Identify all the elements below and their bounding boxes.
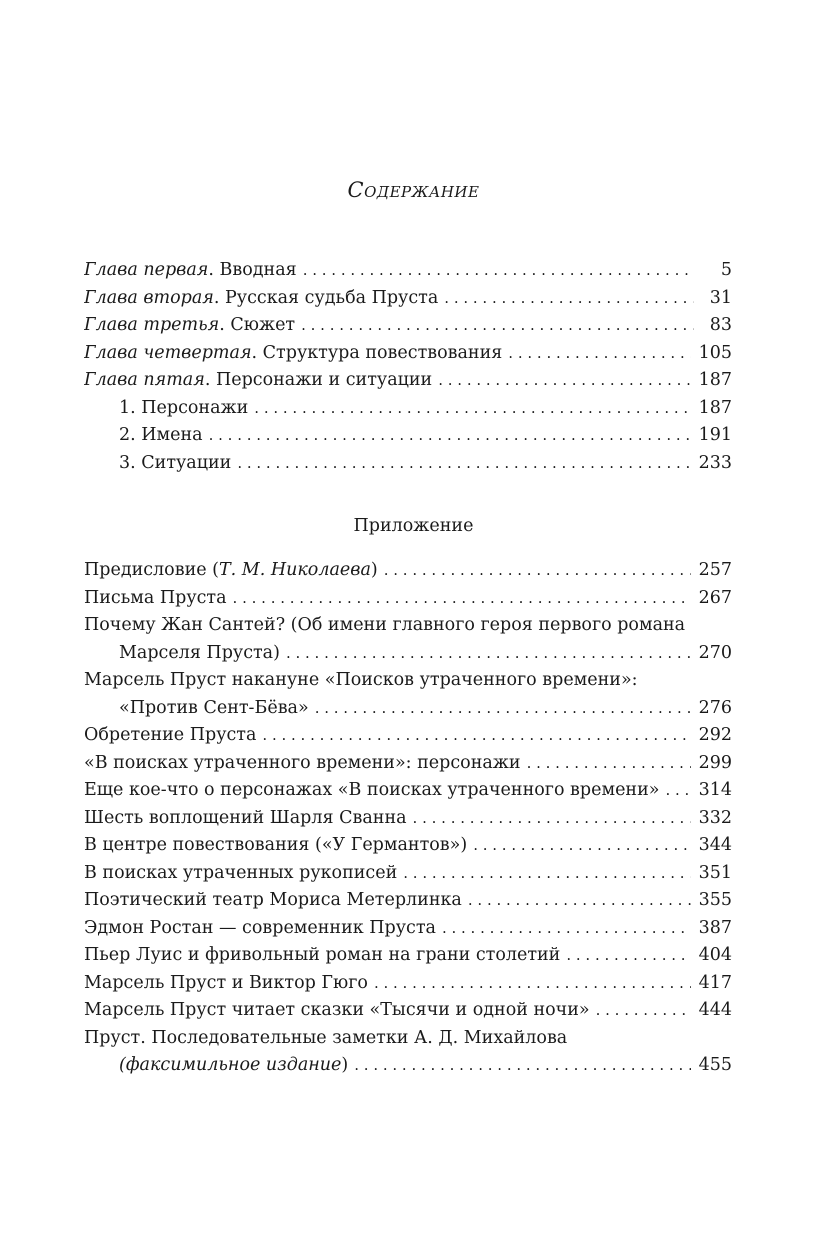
dot-leader	[233, 585, 691, 613]
chapter-label: Глава третья	[84, 315, 220, 335]
page-number: 355	[698, 890, 732, 910]
page-number: 105	[698, 342, 732, 363]
entry-title: Марсель Пруст и Виктор Гюго	[84, 972, 368, 993]
page-number: 187	[698, 397, 732, 418]
entry-title-line: Почему Жан Сантей? (Об имени главного героя первого романа	[84, 615, 686, 635]
chapter-label: Глава первая	[84, 260, 209, 280]
dot-leader	[413, 805, 691, 833]
entry-title: Обретение Пруста	[84, 725, 257, 745]
dot-leader	[473, 832, 690, 860]
page-number: 344	[698, 835, 732, 855]
toc-appendix	[84, 557, 732, 1080]
appendix-heading: Приложение	[353, 516, 474, 536]
page-number: 292	[698, 725, 732, 745]
entry-title-line: Марсель Пруст накануне «Поисков утраченного времени»:	[84, 670, 638, 690]
toc-entry-multiline[interactable]	[84, 612, 732, 667]
page-number: 299	[698, 752, 732, 773]
toc-entry[interactable]	[84, 257, 732, 285]
chapter-label: Глава четвертая	[84, 342, 252, 363]
author-name: Т. М. Николаева	[218, 560, 371, 580]
entry-title: Марсель Пруст читает сказки «Тысячи и одной ночи»	[84, 1000, 590, 1020]
entry-title: В центре повествования («У Германтов»)	[84, 835, 468, 855]
page-number: 31	[709, 287, 732, 308]
chapter-title: . Персонажи и ситуации	[204, 370, 433, 390]
page-number: 267	[698, 587, 732, 608]
page-number: 387	[698, 917, 732, 938]
toc-entry[interactable]	[84, 722, 732, 750]
chapter-label: Глава пятая	[84, 370, 205, 390]
dot-leader	[374, 970, 691, 998]
page-number: 233	[698, 452, 732, 473]
toc-entry-multiline[interactable]	[84, 667, 732, 722]
dot-leader	[665, 777, 690, 805]
entry-title-line: Пруст. Последовательные заметки А. Д. Михайлова	[84, 1027, 568, 1048]
page-number: 187	[698, 370, 732, 390]
page-number: 332	[698, 807, 732, 828]
entry-title: Еще кое-что о персонажах «В поисках утраченного времени»	[84, 780, 660, 800]
dot-leader	[596, 997, 691, 1025]
toc-entry[interactable]	[84, 832, 732, 860]
page-number: 83	[709, 315, 732, 335]
dot-leader	[442, 915, 691, 943]
chapter-title: . Вводная	[208, 260, 297, 280]
toc-entry[interactable]	[84, 750, 732, 778]
subsection-title: 2. Имена	[119, 425, 203, 445]
dot-leader	[403, 860, 690, 888]
toc-entry[interactable]	[84, 915, 732, 943]
page-number: 351	[698, 862, 732, 883]
toc-entry[interactable]	[84, 340, 732, 368]
page-number: 455	[698, 1055, 732, 1075]
dot-leader	[444, 285, 694, 313]
entry-title: Поэтический театр Мориса Метерлинка	[84, 890, 462, 910]
dot-leader	[354, 1052, 690, 1080]
chapter-title: . Русская судьба Пруста	[213, 287, 439, 308]
page-number: 5	[720, 260, 732, 280]
entry-title: В поисках утраченных рукописей	[84, 862, 398, 883]
page-number: 404	[698, 945, 732, 965]
subsection-title: 1. Персонажи	[119, 397, 249, 418]
toc-entry[interactable]: Предисловие (Т. М. Николаева) . . . 257	[84, 557, 732, 585]
page-number: 417	[698, 972, 732, 993]
dot-leader	[384, 557, 691, 585]
chapter-label: Глава вторая	[84, 287, 214, 308]
chapter-title: . Сюжет	[219, 315, 296, 335]
entry-title: Шесть воплощений Шарля Сванна	[84, 807, 407, 828]
page-number: 270	[698, 642, 732, 663]
dot-leader	[315, 695, 691, 723]
toc-entry[interactable]	[84, 367, 732, 395]
toc-subentry[interactable]	[84, 422, 732, 450]
dot-leader	[438, 367, 690, 395]
dot-leader	[237, 450, 690, 478]
dot-leader	[527, 750, 691, 778]
entry-title: Пьер Луис и фривольный роман на грани столетий	[84, 945, 561, 965]
dot-leader	[508, 340, 690, 368]
page-number: 444	[698, 1000, 732, 1020]
dot-leader	[209, 422, 691, 450]
subsection-title: 3. Ситуации	[119, 452, 232, 473]
dot-leader	[286, 640, 691, 668]
toc-entry[interactable]	[84, 312, 732, 340]
page-number: 257	[698, 560, 732, 580]
entry-title-line: «Против Сент-Бёва»	[119, 697, 309, 718]
toc-entry[interactable]	[84, 887, 732, 915]
toc-entry[interactable]	[84, 942, 732, 970]
toc-entry-multiline[interactable]: Пруст. Последовательные заметки А. Д. Михайлова (факсимильное издание) . . . 455	[84, 1025, 732, 1080]
page-number: 276	[698, 697, 732, 718]
page-number: 314	[698, 780, 732, 800]
entry-title: Эдмон Ростан — современник Пруста	[84, 917, 436, 938]
dot-leader	[301, 312, 694, 340]
toc-entry[interactable]	[84, 970, 732, 998]
toc-subentry[interactable]	[84, 395, 732, 423]
entry-title-line: Марселя Пруста)	[119, 642, 280, 663]
toc-subentry[interactable]	[84, 450, 732, 478]
toc-entry[interactable]	[84, 805, 732, 833]
entry-title: Письма Пруста	[84, 587, 227, 608]
toc-chapters	[84, 257, 732, 477]
toc-entry[interactable]	[84, 860, 732, 888]
dot-leader	[468, 887, 691, 915]
dot-leader	[262, 722, 690, 750]
page-number: 191	[698, 425, 732, 445]
chapter-title: . Структура повествования	[251, 342, 503, 363]
toc-entry[interactable]	[84, 997, 732, 1025]
dot-leader	[303, 257, 694, 285]
toc-entry[interactable]	[84, 777, 732, 805]
entry-title: «В поисках утраченного времени»: персонажи	[84, 752, 521, 773]
dot-leader	[566, 942, 690, 970]
toc-entry[interactable]	[84, 285, 732, 313]
toc-entry[interactable]	[84, 585, 732, 613]
page-title: Содержание	[347, 178, 480, 202]
dot-leader	[254, 395, 690, 423]
entry-note: (факсимильное издание	[119, 1055, 342, 1075]
